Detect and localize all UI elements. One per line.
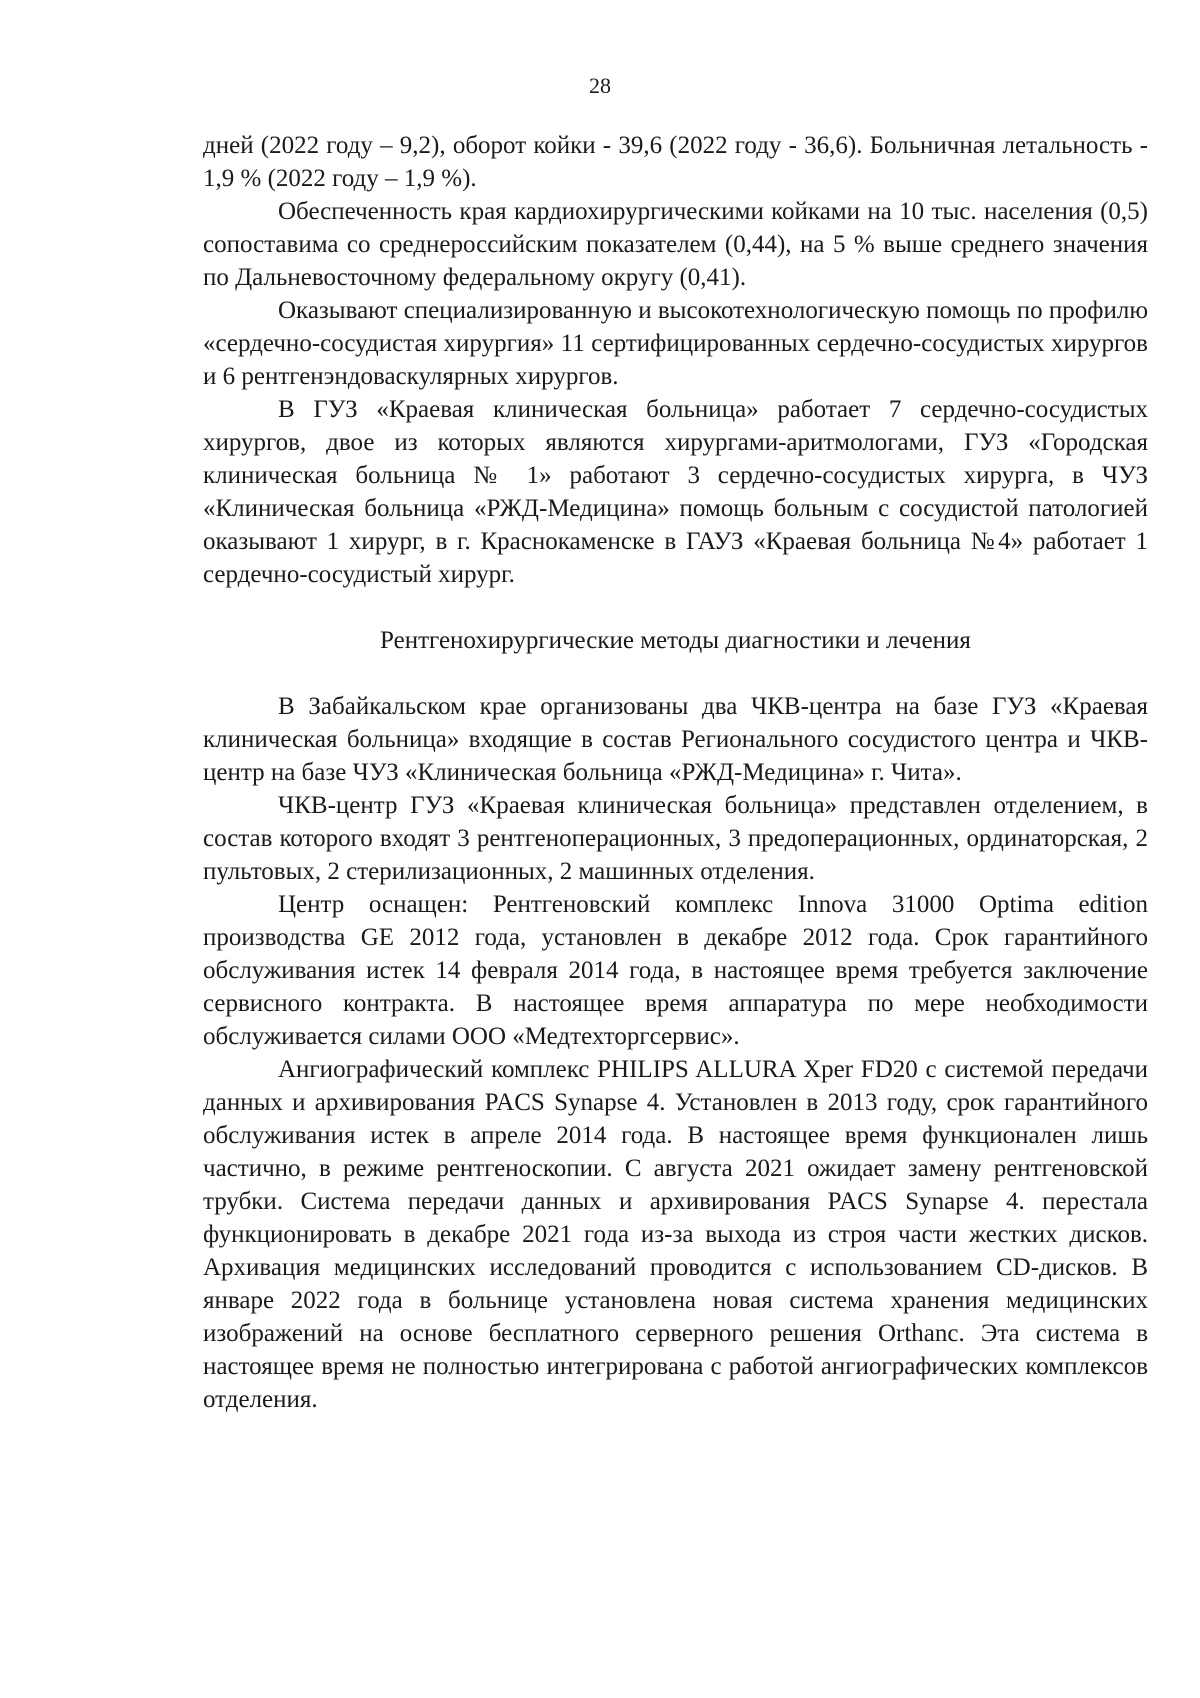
paragraph-bottom-3: Ангиографический комплекс PHILIPS ALLURA Xper FD20 с системой передачи данных и архивирования PACS Synapse 4. Установлен в 2013 году, срок гарантийного обслуживания истек в апреле 2014 года. В настоящее время функционален лишь частично, в режиме рентгеноскопии. С августа 2021 ожидает замену рентгеновской трубки. Система передачи данных и архивирования PACS Synapse 4. перестала функционировать в декабре 2021 года из-за выхода из строя части жестких дисков. Архивация медицинских исследований проводится с использованием CD-дисков. В январе 2022 года в больнице установлена новая система хранения медицинских изображений на основе бесплатного серверного решения Orthanc. Эта система в настоящее время не полностью интегрирована с работой ангиографических комплексов отделения.	[203, 1056, 1148, 1413]
document-body	[203, 129, 1148, 1416]
paragraph-bottom-0: В Забайкальском крае организованы два ЧКВ-центра на базе ГУЗ «Краевая клиническая больница» входящие в состав Регионального сосудистого центра и ЧКВ-центр на базе ЧУЗ «Клиническая больница «РЖД-Медицина» г. Чита».	[203, 693, 1148, 786]
paragraph-top-0: дней (2022 году – 9,2), оборот койки - 39,6 (2022 году - 36,6). Больничная летальность - 1,9 % (2022 году – 1,9 %).	[203, 132, 1148, 192]
paragraph-top-2: Оказывают специализированную и высокотехнологическую помощь по профилю «сердечно-сосудистая хирургия» 11 сертифицированных сердечно-сосудистых хирургов и 6 рентгенэндоваскулярных хирургов.	[203, 297, 1148, 390]
section-heading: Рентгенохирургические методы диагностики и лечения	[380, 627, 971, 654]
paragraph-bottom-2: Центр оснащен: Рентгеновский комплекс Innova 31000 Optima edition производства GE 2012 года, установлен в декабре 2012 года. Срок гарантийного обслуживания истек 14 февраля 2014 года, в настоящее время требуется заключение сервисного контракта. В настоящее время аппаратура по мере необходимости обслуживается силами ООО «Медтехторгсервис».	[203, 891, 1148, 1050]
paragraph-bottom-1: ЧКВ-центр ГУЗ «Краевая клиническая больница» представлен отделением, в состав которого входят 3 рентгеноперационных, 3 предоперационных, ординаторская, 2 пультовых, 2 стерилизационных, 2 машинных отделения.	[203, 792, 1148, 885]
paragraph-top-1: Обеспеченность края кардиохирургическими койками на 10 тыс. населения (0,5) сопоставима со среднероссийским показателем (0,44), на 5 % выше среднего значения по Дальневосточному федеральному округу (0,41).	[203, 198, 1148, 291]
page-number: 28	[589, 73, 611, 98]
paragraph-top-3: В ГУЗ «Краевая клиническая больница» работает 7 сердечно-сосудистых хирургов, двое из которых являются хирургами-аритмологами, ГУЗ «Городская клиническая больница № 1» работают 3 сердечно-сосудистых хирурга, в ЧУЗ «Клиническая больница «РЖД-Медицина» помощь больным с сосудистой патологией оказывают 1 хирург, в г. Краснокаменске в ГАУЗ «Краевая больница №4» работает 1 сердечно-сосудистый хирург.	[203, 396, 1148, 588]
